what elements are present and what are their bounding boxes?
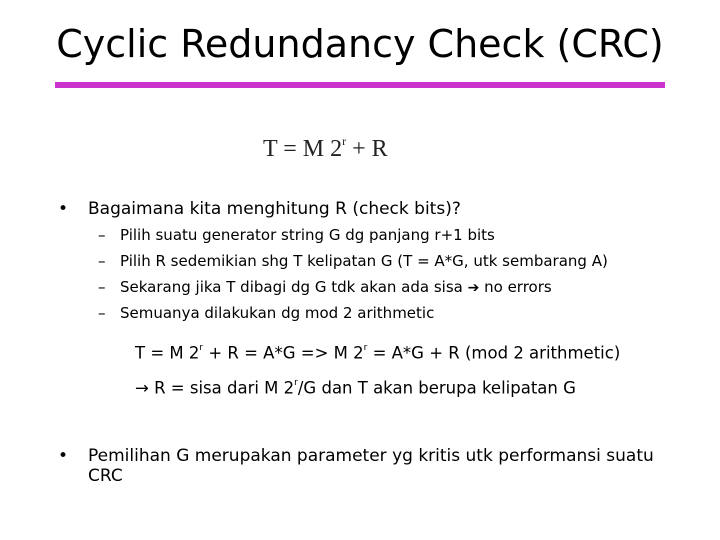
sub-item-2: Pilih R sedemikian shg T kelipatan G (T = A*G, utk sembarang A) [120,252,608,270]
dash-4: – [98,304,106,322]
formula-right: + R [346,136,388,162]
formula-exponent: r [342,134,347,148]
sub-item-3 [120,274,552,301]
dash-3: – [98,278,106,296]
eq1-part-2: + R = A*G => M 2 [203,343,364,363]
bullet-marker-1: • [58,199,69,219]
eq1-exp-2: r [363,343,368,353]
eq2-part-1: R = sisa dari M 2 [148,378,295,398]
bullet-marker-2: • [58,446,69,466]
sub-item-3-suffix: no errors [479,278,552,296]
equation-line-1 [135,338,620,366]
formula-left: T = M 2 [263,136,343,162]
dash-1: – [98,226,106,244]
eq1-part-1: T = M 2 [135,343,200,363]
right-arrow-icon: ➔ [467,280,480,296]
thin-arrow-icon: → [135,378,149,398]
equation-line-2 [135,373,576,401]
eq2-part-2: /G dan T akan berupa kelipatan G [297,378,576,398]
eq2-exp: r [294,378,298,388]
title-underline [55,82,665,88]
bullet-1-text: Bagaimana kita menghitung R (check bits)? [88,199,461,219]
dash-2: – [98,252,106,270]
eq1-exp-1: r [199,343,204,353]
eq1-part-3: = A*G + R (mod 2 arithmetic) [367,343,621,363]
slide-title: Cyclic Redundancy Check (CRC) [56,22,664,66]
sub-item-1: Pilih suatu generator string G dg panjang r+1 bits [120,226,495,244]
bullet-2-text: Pemilihan G merupakan parameter yg kritis utk performansi suatu CRC [88,446,654,486]
sub-item-4: Semuanya dilakukan dg mod 2 arithmetic [120,304,435,322]
sub-item-3-text: Sekarang jika T dibagi dg G tdk akan ada sisa [120,278,463,296]
crc-formula [263,128,388,164]
